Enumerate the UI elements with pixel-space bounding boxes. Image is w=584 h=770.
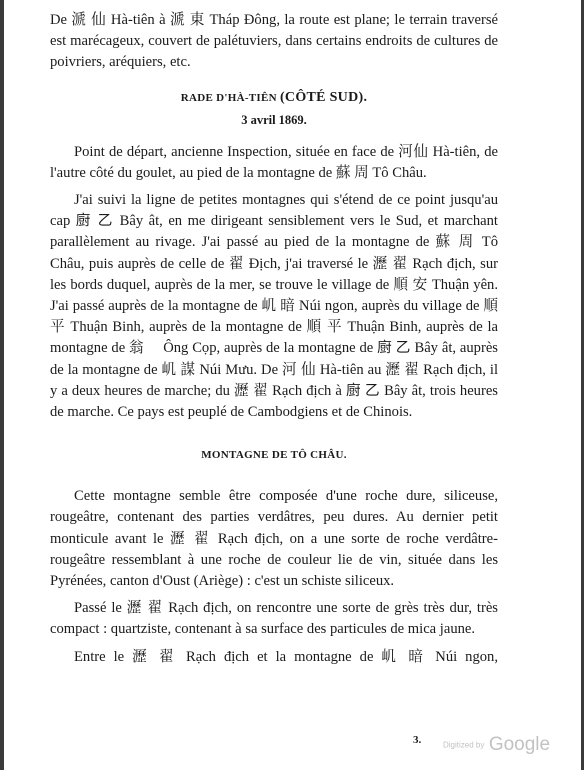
watermark-digitized-by: Digitized by xyxy=(443,740,485,750)
heading-part: (CÔTÉ SUD) xyxy=(279,89,364,105)
section-heading-rade xyxy=(50,90,498,106)
heading-part: RADE D'HÀ-TIÊN xyxy=(180,91,280,104)
paragraph: J'ai suivi la ligne de petites montagnes qui s'étend de ce point jusqu'au cap 𢊍 乙 Bây ât, en me dirigeant sensiblement vers le Sud, et marchant parallèlement au rivage. J'ai passé au pied de la montagne de 蘇 周 Tô Châu, puis auprès de celle de 翟 Địch, j'ai traversé le 瀝 翟 Rạch địch, sur les bords duquel, auprès de la mer, se trouve le village de 順 安 Thuận yên. J'ai passé auprès de la montagne de 㞦 暗 Núi ngon, auprès du village de 順 平 Thuận Binh, auprès de la montagne de 順 平 Thuận Binh, auprès de la montagne de 翁 𢾢 Ông Cọp, auprès de la montagne de 𢊍 乙 Bây ât, auprès de la montagne de 㞦 謀 Núi Mưu. De 河 仙 Hà-tiên au 瀝 翟 Rạch địch, il y a deux heures de marche; du 瀝 翟 Rạch địch à 𢊍 乙 Bây ât, trois heures de marche. Ce pays est peuplé de Cambodgiens et de Chinois. xyxy=(50,192,498,421)
paragraph: Point de départ, ancienne Inspection, située en face de 河仙 Hà-tiên, de l'autre côté du goulet, au pied de la montagne de 蘇 周 Tô Châu. xyxy=(50,143,498,181)
left-frame-border xyxy=(0,0,4,770)
watermark-google-logo: Google xyxy=(488,734,551,755)
paragraph: Cette montagne semble être composée d'une roche dure, siliceuse, rougeâtre, contenant des parties verdâtres, peu dures. Au dernier petit monticule avant le 瀝 翟 Rạch địch, on a une sorte de roche verdâtre-rougeâtre ressemblant à une roche de couleur lie de vin, située dans les Pyrénées, canton d'Oust (Ariège) : c'est un schiste siliceux. xyxy=(50,488,498,590)
google-watermark xyxy=(443,734,550,756)
page-content xyxy=(50,10,498,668)
paragraph: Passé le 瀝 翟 Rạch địch, on rencontre une sorte de grès très dur, très compact : quartziste, contenant à sa surface des particules de mica jaune. xyxy=(50,600,498,638)
page-number: 3. xyxy=(413,734,422,746)
intro-paragraph: De 㴲 仙 Hà-tiên à 㴲 東 Tháp Đông, la route est plane; le terrain traversé est marécageux, couvert de palétuviers, dans certains endroits de cultures de poivriers, aréquiers, etc. xyxy=(50,12,498,71)
paragraph: Entre le 瀝 翟 Rạch địch et la montagne de 㞦 暗 Núi ngon, xyxy=(74,648,498,665)
section-date: 3 avril 1869. xyxy=(241,112,307,127)
heading-part: . xyxy=(363,89,368,105)
section-heading-montagne: MONTAGNE DE TÔ CHÂU. xyxy=(201,449,347,462)
